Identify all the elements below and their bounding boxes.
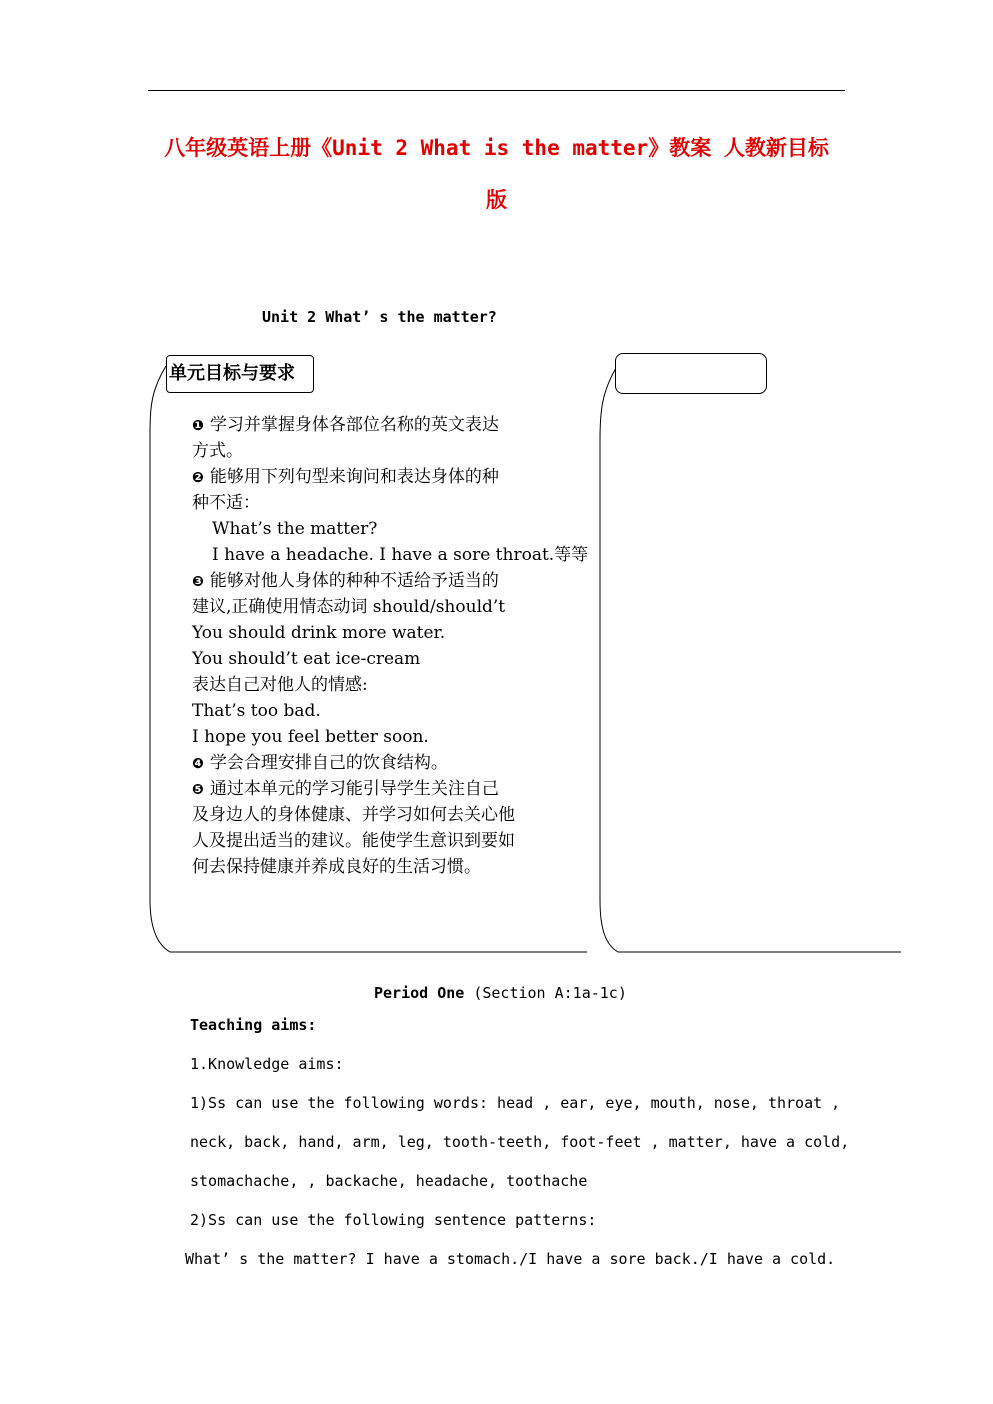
goal-2-example-2: I have a headache. I have a sore throat.等等 [212,545,589,565]
goal-1-line-1 [192,412,587,438]
goal-marker-4: ❹ [192,756,204,772]
goals-label: 单元目标与要求 [166,355,314,393]
words-line-3: stomachache, , backache, headache, toothache [190,1172,588,1190]
header-rule [148,90,845,91]
words-line-2: neck, back, hand, arm, leg, tooth-teeth, foot-feet , matter, have a cold, [190,1133,850,1151]
period-section: (Section A:1a-1c) [473,984,627,1002]
document-title-line-2: 版 [486,188,507,212]
goal-marker-1: ❶ [192,418,204,434]
goal-text: 能够对他人身体的种种不适给予适当的 [209,571,499,591]
goal-2-line-2: 种不适： [192,493,260,513]
side-box-outline [600,366,901,952]
goal-3-example-1: You should drink more water. [192,623,446,643]
goals-list [192,412,587,880]
goal-marker-3: ❸ [192,574,204,590]
goal-3-example-2: You should’t eat ice-cream [192,649,421,669]
goal-marker-2: ❷ [192,470,204,486]
goal-3-line-2: 建议,正确使用情态动词 should/should’t [192,597,506,617]
goal-3-example-4: I hope you feel better soon. [192,727,429,747]
period-heading [374,984,627,1002]
goal-4-line-1 [192,750,587,776]
goal-5-line-4: 何去保持健康并养成良好的生活习惯。 [192,857,481,877]
goal-text: 学习并掌握身体各部位名称的英文表达 [209,415,499,435]
goal-2-line-1 [192,464,587,490]
words-line-1: 1)Ss can use the following words: head , ear, eye, mouth, nose, throat , [190,1094,841,1112]
teaching-aims-heading: Teaching aims: [190,1016,317,1034]
goal-text: 学会合理安排自己的饮食结构。 [209,753,448,773]
knowledge-aims: 1.Knowledge aims: [190,1055,344,1073]
side-note-box [615,353,767,394]
goal-1-line-2: 方式。 [192,441,243,461]
goal-3-example-3: That’s too bad. [192,701,321,721]
goal-3-line-1 [192,568,587,594]
goal-text: 能够用下列句型来询问和表达身体的种 [209,467,499,487]
goal-5-line-3: 人及提出适当的建议。能使学生意识到要如 [192,831,515,851]
goal-3-line-3: 表达自己对他人的情感: [192,675,368,695]
period-name: Period One [374,984,465,1002]
goal-marker-5: ❺ [192,782,204,798]
goal-2-example-1: What’s the matter? [212,519,378,539]
unit-heading: Unit 2 What’ s the matter? [262,308,497,326]
goal-5-line-1 [192,776,587,802]
goal-text: 通过本单元的学习能引导学生关注自己 [209,779,499,799]
patterns-line: What’ s the matter? I have a stomach./I have a sore back./I have a cold. [185,1250,836,1268]
goal-5-line-2: 及身边人的身体健康、并学习如何去关心他 [192,805,515,825]
patterns-intro: 2)Ss can use the following sentence patterns: [190,1211,597,1229]
document-title-line-1: 八年级英语上册《Unit 2 What is the matter》教案 人教新目标 [164,136,829,160]
